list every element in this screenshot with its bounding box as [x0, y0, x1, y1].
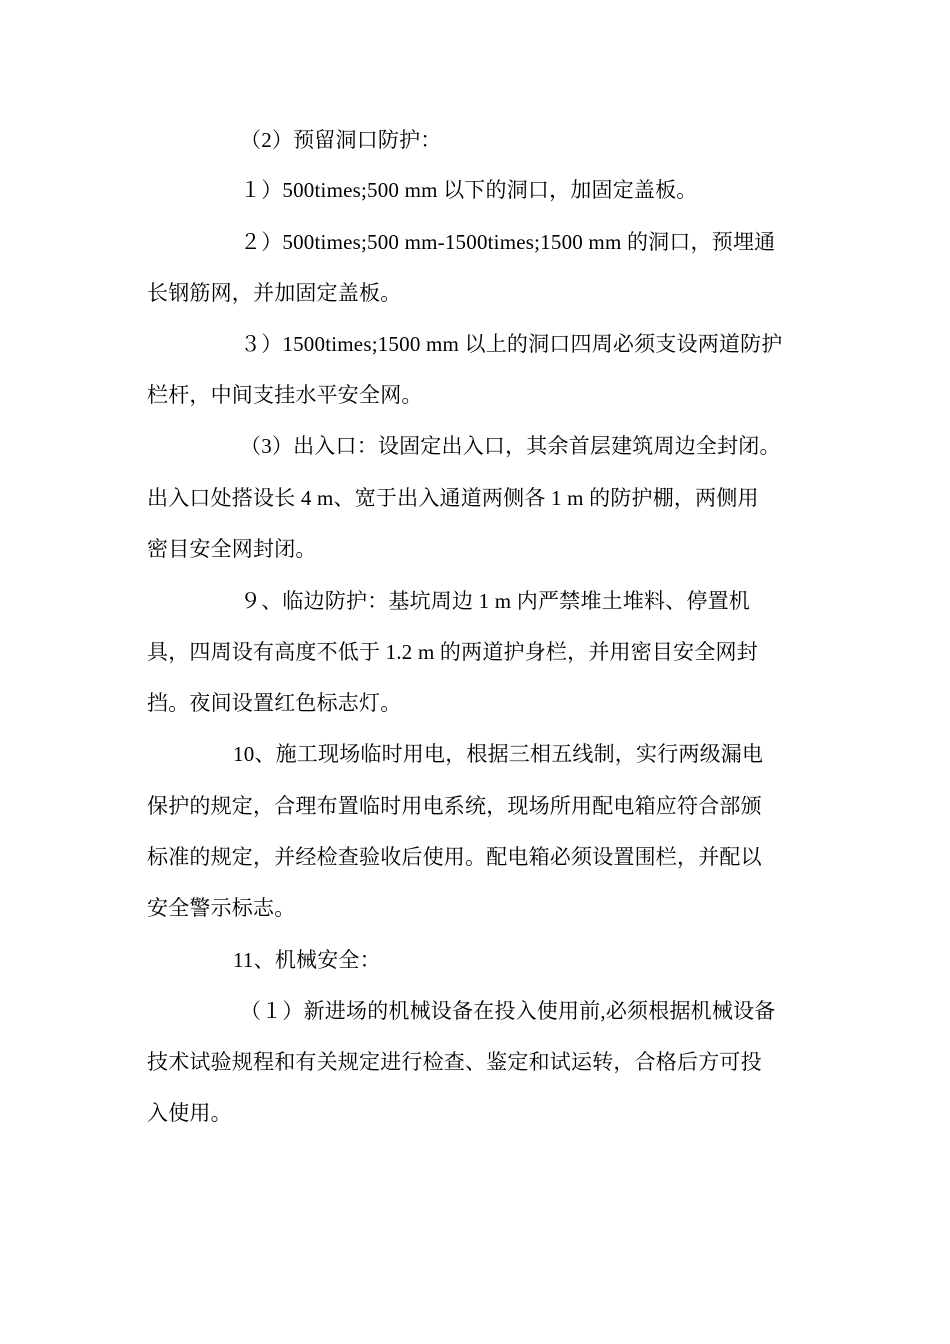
text-line: （3）出入口：设固定出入口，其余首层建筑周边全封闭。	[240, 434, 781, 458]
text-line: （１）新进场的机械设备在投入使用前,必须根据机械设备	[240, 999, 776, 1023]
text-line: 入使用。	[147, 1101, 232, 1125]
text-line: 具，四周设有高度不低于 1.2 m 的两道护身栏，并用密目安全网封	[147, 640, 758, 664]
text-line: 标准的规定，并经检查验收后使用。配电箱必须设置围栏，并配以	[147, 845, 762, 869]
text-line: 挡。夜间设置红色标志灯。	[147, 691, 402, 715]
text-line: 技术试验规程和有关规定进行检查、鉴定和试运转，合格后方可投	[147, 1050, 762, 1074]
text-line: 保护的规定，合理布置临时用电系统，现场所用配电箱应符合部颁	[147, 794, 762, 818]
text-line: 出入口处搭设长 4 m、宽于出入通道两侧各 1 m 的防护棚，两侧用	[147, 486, 759, 510]
text-line: 10、施工现场临时用电，根据三相五线制，实行两级漏电	[233, 742, 764, 766]
text-line: 密目安全网封闭。	[147, 537, 317, 561]
text-line: 长钢筋网，并加固定盖板。	[147, 281, 402, 305]
text-line: 栏杆，中间支挂水平安全网。	[147, 383, 423, 407]
text-line: ３）1500times;1500 mm 以上的洞口四周必须支设两道防护	[240, 332, 783, 356]
text-line: ９、临边防护：基坑周边 1 m 内严禁堆土堆料、停置机	[240, 589, 750, 613]
text-line: （2）预留洞口防护：	[240, 128, 442, 152]
text-line: 安全警示标志。	[147, 896, 296, 920]
text-line: １）500times;500 mm 以下的洞口，加固定盖板。	[240, 178, 698, 202]
text-line: ２）500times;500 mm-1500times;1500 mm 的洞口，预埋通	[240, 230, 776, 254]
text-line: 11、机械安全：	[233, 948, 381, 972]
